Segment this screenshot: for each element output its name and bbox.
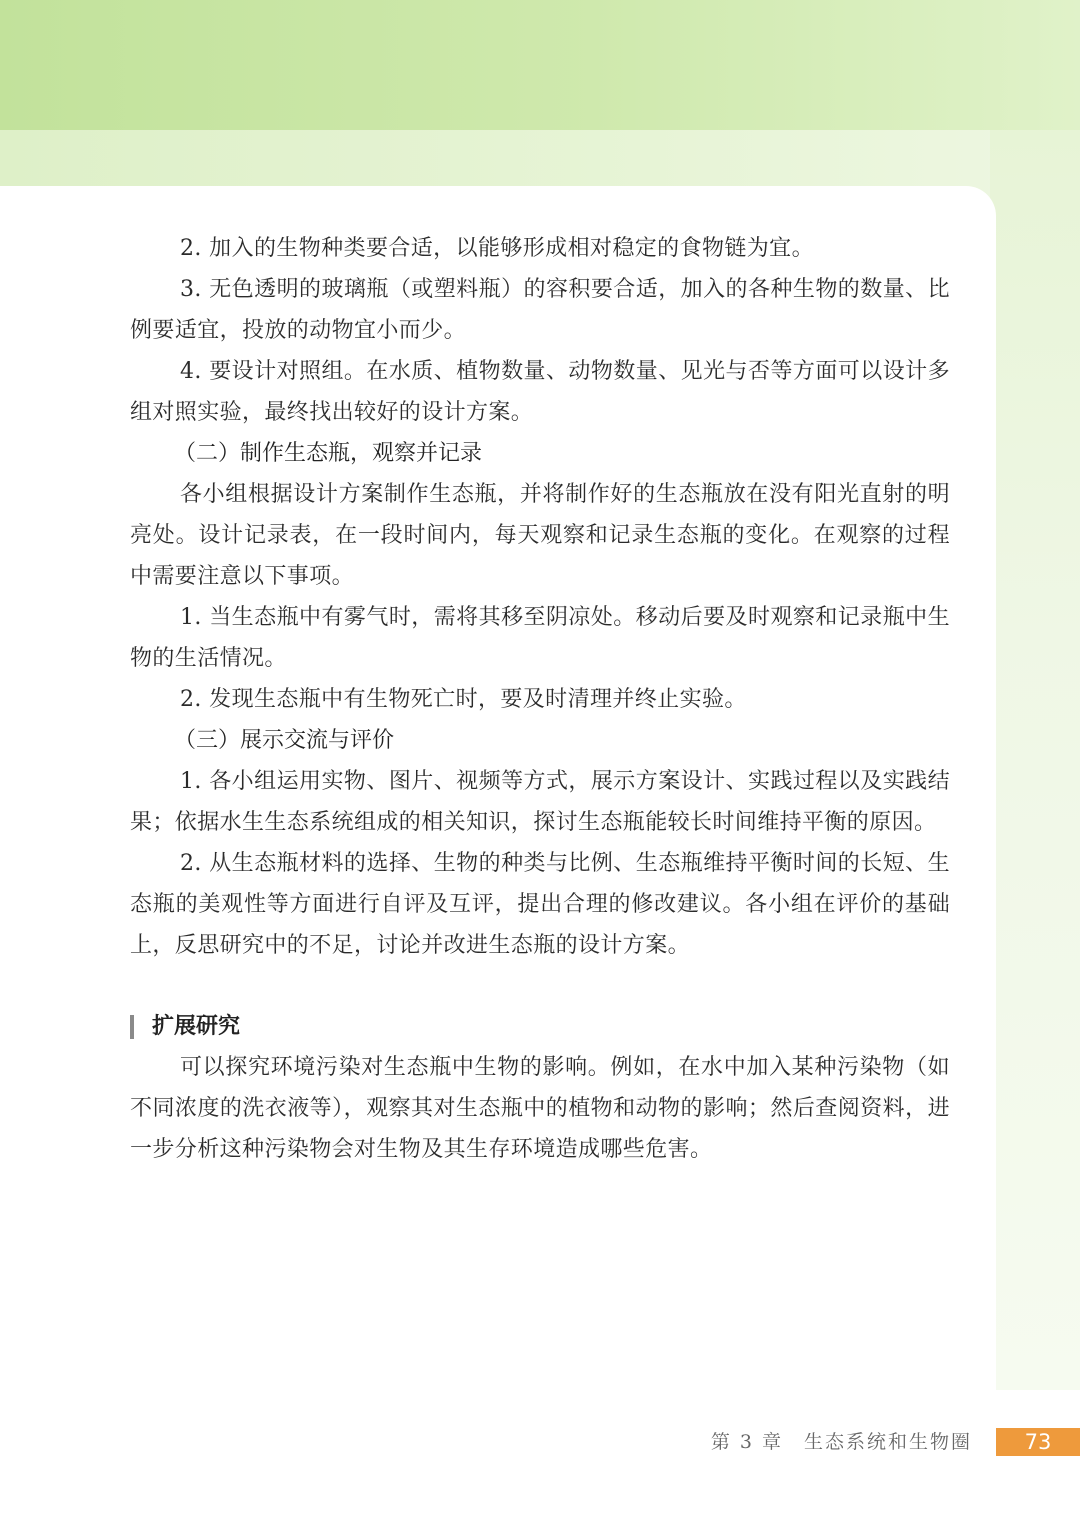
chapter-label: 第 3 章 生态系统和生物圈 <box>710 1431 972 1453</box>
header-band <box>0 0 1080 130</box>
paragraph: 2. 从生态瓶材料的选择、生物的种类与比例、生态瓶维持平衡时间的长短、生态瓶的美观性等方面进行自评及互评，提出合理的修改建议。各小组在评价的基础上，反思研究中的不足，讨论并改进生态瓶的设计方案。 <box>130 851 950 958</box>
paragraph: 3. 无色透明的玻璃瓶（或塑料瓶）的容积要合适，加入的各种生物的数量、比例要适宜，投放的动物宜小而少。 <box>130 277 950 343</box>
subheading-make-bottle: （二）制作生态瓶，观察并记录 <box>174 441 483 466</box>
paragraph: 1. 各小组运用实物、图片、视频等方式，展示方案设计、实践过程以及实践结果；依据水生生态系统组成的相关知识，探讨生态瓶能较长时间维持平衡的原因。 <box>130 769 950 835</box>
section-bar-icon <box>130 1015 134 1039</box>
paragraph: 各小组根据设计方案制作生态瓶，并将制作好的生态瓶放在没有阳光直射的明亮处。设计记录表，在一段时间内，每天观察和记录生态瓶的变化。在观察的过程中需要注意以下事项。 <box>130 482 950 589</box>
subheading-show-evaluate: （三）展示交流与评价 <box>174 728 395 753</box>
paragraph: 2. 发现生态瓶中有生物死亡时，要及时清理并终止实验。 <box>180 687 747 712</box>
paragraph: 1. 当生态瓶中有雾气时，需将其移至阴凉处。移动后要及时观察和记录瓶中生物的生活情况。 <box>130 605 950 671</box>
paragraph: 4. 要设计对照组。在水质、植物数量、动物数量、见光与否等方面可以设计多组对照实验，最终找出较好的设计方案。 <box>130 359 950 425</box>
paragraph: 2. 加入的生物种类要合适，以能够形成相对稳定的食物链为宜。 <box>180 236 814 261</box>
page-footer <box>0 1428 1080 1456</box>
section-heading-extension <box>130 1006 950 1047</box>
right-margin-band <box>990 130 1080 1390</box>
extension-paragraph: 可以探究环境污染对生态瓶中生物的影响。例如，在水中加入某种污染物（如不同浓度的洗衣液等），观察其对生态瓶中的植物和动物的影响；然后查阅资料，进一步分析这种污染物会对生物及其生存环境造成哪些危害。 <box>130 1055 950 1162</box>
section-title: 扩展研究 <box>152 1014 241 1039</box>
page-number-badge: 73 <box>996 1428 1080 1456</box>
page-content <box>130 228 950 1170</box>
